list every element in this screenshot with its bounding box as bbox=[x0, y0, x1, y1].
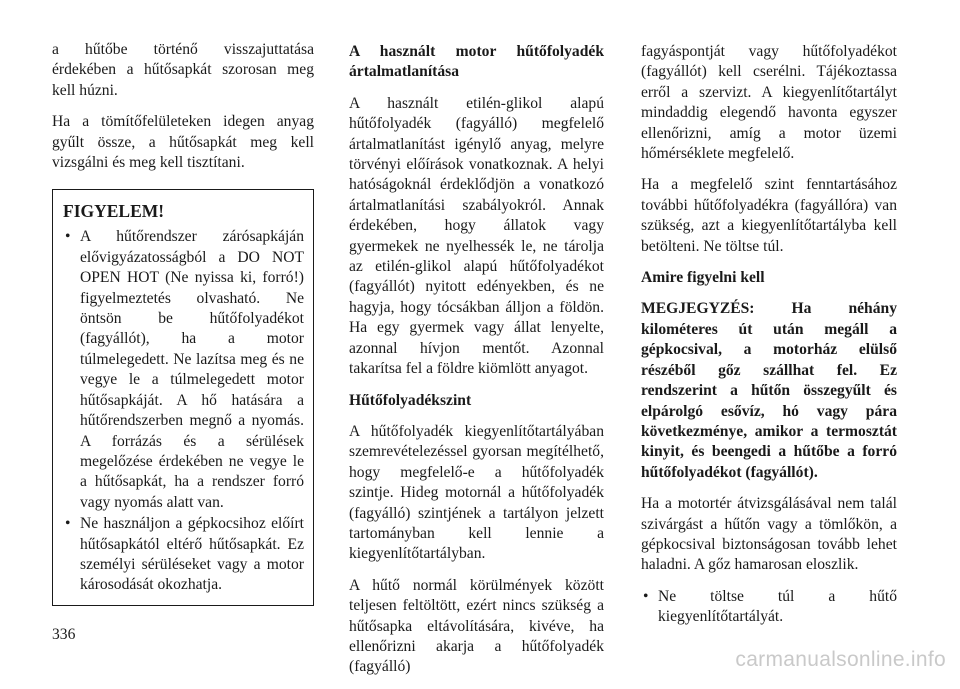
section-heading-points-to-remember: Amire figyelni kell bbox=[641, 269, 765, 287]
paragraph-cap-tightening: a hűtőbe történő visszajuttatása érdekében a hűtősapkát szorosan meg kell húzni. bbox=[52, 41, 314, 99]
bullet-icon: • bbox=[65, 515, 71, 533]
bullet-icon: • bbox=[65, 228, 71, 246]
paragraph-freeze-point: fagyáspontját vagy hűtőfolyadékot (fagyállót) kell cserélni. Tájékoztassa erről a szervizt. A kiegyenlítőtartályt mindaddig elegendő havonta egyszer ellenőrizni, amíg a motor üzemi hőmérséklete megfelelő. bbox=[641, 43, 897, 163]
paragraph-radiator-full: A hűtő normál körülmények között teljesen feltöltött, ezért nincs szükség a hűtősapka eltávolítására, kivéve, ha ellenőrizni akarja a hűtőfolyadék (fagyálló) bbox=[349, 576, 604, 676]
column-right bbox=[641, 42, 897, 629]
column-left bbox=[52, 42, 314, 606]
watermark: carmanualsonline.info bbox=[735, 648, 946, 671]
warning-title: FIGYELEM! bbox=[63, 201, 165, 222]
column-middle bbox=[349, 42, 604, 689]
paragraph-cap-cleaning: Ha a tömítőfelületeken idegen anyag gyűlt össze, a hűtősapkát meg kell vizsgálni és meg kell tisztítani. bbox=[52, 113, 314, 172]
paragraph-refill: Ha a megfelelő szint fenntartásához további hűtőfolyadékra (fagyállóra) van szükség, azt a kiegyenlítőtartályba kell betölteni. Ne töltse túl. bbox=[641, 176, 897, 255]
section-heading-disposal: A használt motor hűtőfolyadék ártalmatlanítása bbox=[349, 43, 604, 81]
reminder-item: • Ne töltse túl a hűtő kiegyenlítőtartályát. bbox=[643, 587, 897, 626]
bullet-icon: • bbox=[643, 587, 649, 605]
reminder-list bbox=[641, 587, 897, 628]
page-number: 336 bbox=[52, 626, 76, 643]
paragraph-coolant-level: A hűtőfolyadék kiegyenlítőtartályában szemrevételezéssel gyorsan megítélhető, hogy megfelelő-e a hűtőfolyadék szintje. Hideg motornál a hűtőfolyadék (fagyálló) szintjének a tartályon jelzett tartományban kell lennie a kiegyenlítőtartályban. bbox=[349, 422, 604, 563]
warning-item: • A hűtőrendszer zárósapkáján elővigyázatosságból a DO NOT OPEN HOT (Ne nyissa ki, forró!) figyelmeztetés olvasható. Ne öntsön be hűtőfolyadékot (fagyállót), ha a motor túlmelegedett. Ne lazítsa meg és ne vegye le a túlmelegedett motor hűtősapkáját. A hő hatására a hűtőrendszerben megnő a nyomás. A forrázás és a sérülések megelőzése érdekében ne vegye le a hűtősapkát, ha a rendszer forró vagy nyomás alatt van. bbox=[65, 228, 304, 511]
warning-box bbox=[52, 189, 314, 605]
note-steam: MEGJEGYZÉS: Ha néhány kilométeres út után megáll a gépkocsival, a motorház elülső részéből gőz szállhat fel. Ez rendszerint a hűtőn összegyűlt és elpárolgó esővíz, hó vagy pára következménye, amikor a termosztát kinyit, és beengedi a hűtőbe a forró hűtőfolyadékot (fagyállót). bbox=[641, 300, 897, 481]
warning-list bbox=[63, 227, 304, 595]
paragraph-no-leak: Ha a motortér átvizsgálásával nem talál szivárgást a hűtőn vagy a tömlőkön, a gépkocsival biztonságosan tovább lehet haladni. A gőz hamarosan eloszlik. bbox=[641, 495, 897, 574]
paragraph-disposal: A használt etilén-glikol alapú hűtőfolyadék (fagyálló) megfelelő ártalmatlanítást igénylő anyag, melyre törvényi előírások vonatkoznak. A helyi hatóságoknál érdeklődjön a vonatkozó ártalmatlanítási szabályokról. Annak érdekében, hogy állatok vagy gyermekek ne nyelhessék le, ne tárolja az etilén-glikol alapú hűtőfolyadékot (fagyállót) nyitott edényekben, és ne hagyja, hogy tócsákban álljon a földön. Ha egy gyermek vagy állat lenyelte, azonnal hívjon mentőt. Azonnal takarítsa fel a földre kiömlött anyagot. bbox=[349, 94, 604, 378]
warning-item: • Ne használjon a gépkocsihoz előírt hűtősapkától eltérő hűtősapkát. Ez személyi sérüléseket vagy a motor károsodását okozhatja. bbox=[65, 515, 304, 594]
section-heading-coolant-level: Hűtőfolyadékszint bbox=[349, 391, 472, 409]
